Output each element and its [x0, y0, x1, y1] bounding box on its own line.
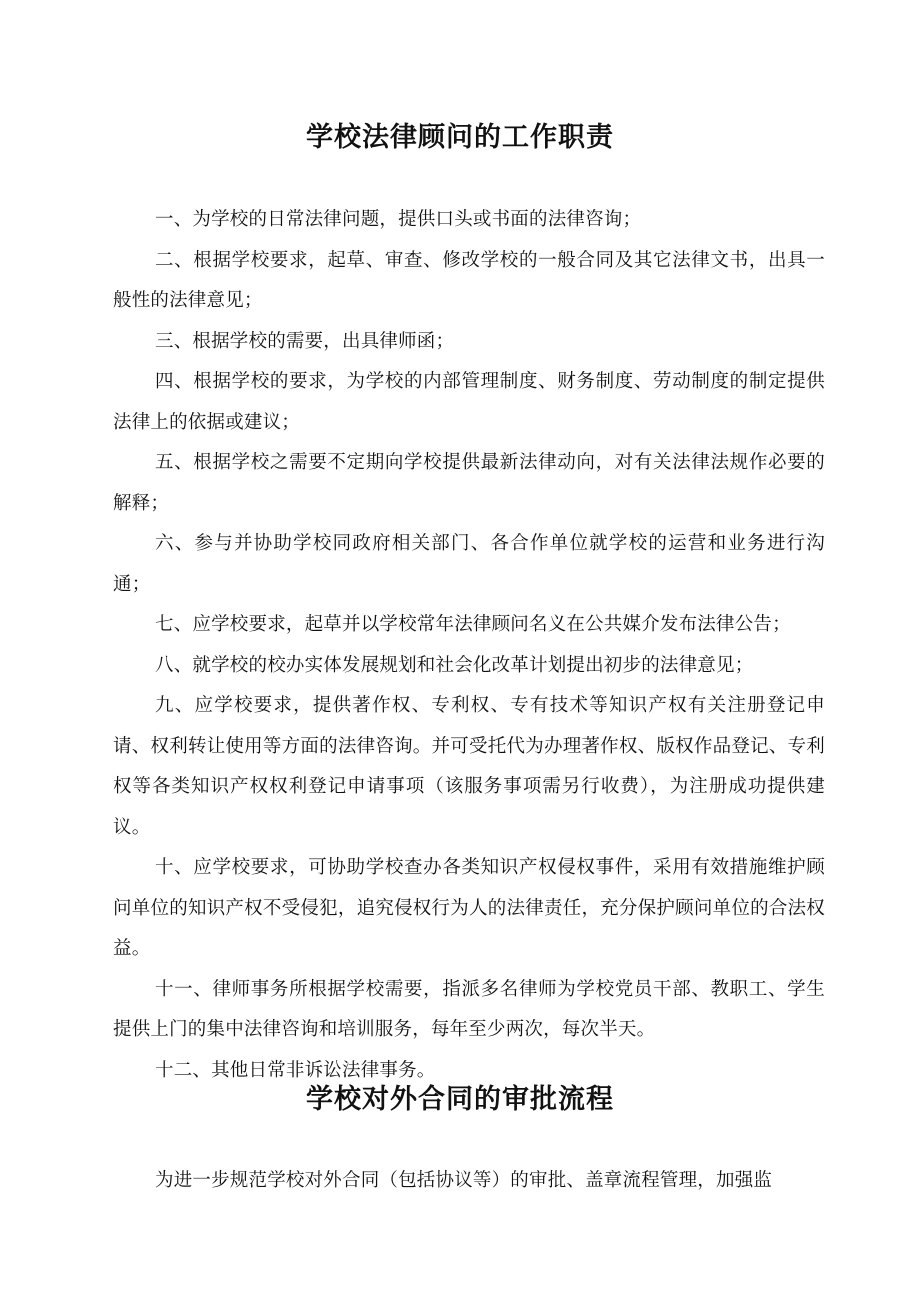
duty-item-8: 八、就学校的校办实体发展规划和社会化改革计划提出初步的法律意见；	[155, 654, 754, 676]
duty-item-3: 三、根据学校的需要，出具律师函；	[155, 330, 455, 352]
duty-item-7: 七、应学校要求，起草并以学校常年法律顾问名义在公共媒介发布法律公告；	[155, 614, 791, 635]
duty-item-2: 二、根据学校要求，起草、审查、修改学校的一般合同及其它法律文书，出具一般性的法律意见；	[113, 249, 825, 311]
duty-item-5: 五、根据学校之需要不定期向学校提供最新法律动向，对有关法律法规作必要的解释；	[113, 452, 825, 514]
duty-item-9: 九、应学校要求，提供著作权、专利权、专有技术等知识产权有关注册登记申请、权利转让使用等方面的法律咨询。并可受托代为办理著作权、版权作品登记、专利权等各类知识产权权利登记申请事项（该服务事项需另行收费），为注册成功提供建议。	[113, 695, 825, 838]
section2-title: 学校对外合同的审批流程	[306, 1084, 614, 1115]
duty-item-1: 一、为学校的日常法律问题，提供口头或书面的法律咨询；	[155, 209, 642, 230]
section1-title: 学校法律顾问的工作职责	[306, 122, 614, 153]
duty-item-11: 十一、律师事务所根据学校需要，指派多名律师为学校党员干部、教职工、学生提供上门的集中法律咨询和培训服务，每年至少两次，每次半天。	[113, 978, 825, 1040]
duty-item-6: 六、参与并协助学校同政府相关部门、各合作单位就学校的运营和业务进行沟通；	[113, 533, 825, 595]
section2-intro: 为进一步规范学校对外合同（包括协议等）的审批、盖章流程管理，加强监	[155, 1170, 773, 1191]
section1-body	[113, 200, 825, 1091]
duty-item-12: 十二、其他日常非诉讼法律事务。	[155, 1059, 436, 1081]
duty-item-10: 十、应学校要求，可协助学校查办各类知识产权侵权事件，采用有效措施维护顾问单位的知识产权不受侵犯，追究侵权行为人的法律责任，充分保护顾问单位的合法权益。	[113, 857, 825, 959]
duty-item-4: 四、根据学校的要求，为学校的内部管理制度、财务制度、劳动制度的制定提供法律上的依据或建议；	[113, 371, 825, 433]
section2-body	[113, 1161, 825, 1202]
